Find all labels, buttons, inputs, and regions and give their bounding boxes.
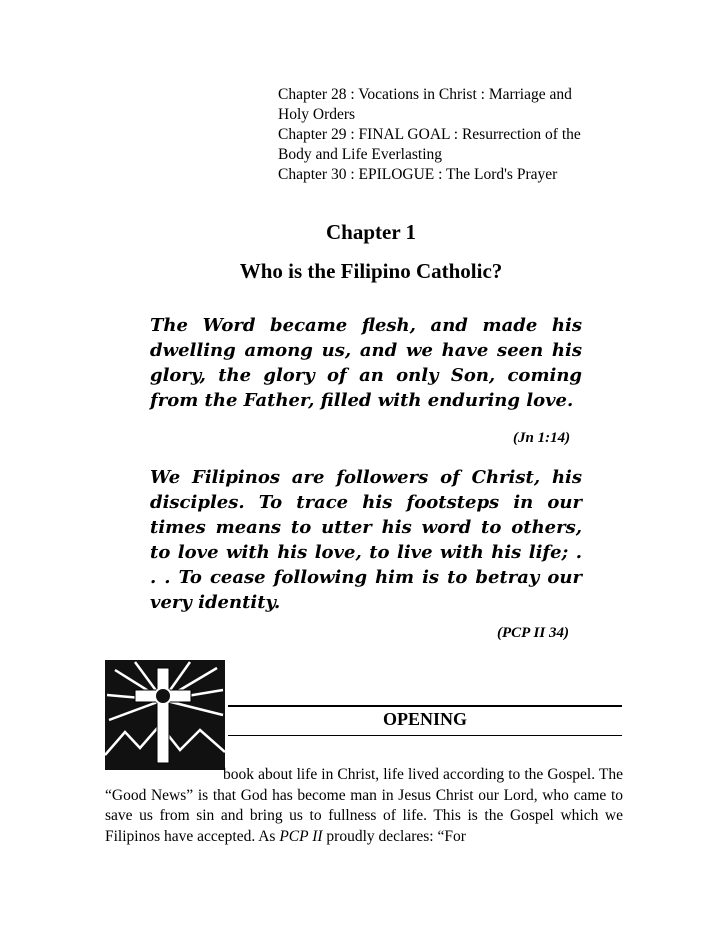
toc-line: Chapter 28 : Vocations in Christ : Marriage and <box>278 86 572 103</box>
table-of-contents <box>278 85 618 185</box>
section-rule-top <box>228 705 622 707</box>
quote-citation: (Jn 1:14) <box>513 430 571 446</box>
pcp-quote: We Filipinos are followers of Christ, his disciples. To trace his footsteps in our times means to utter his word to others, to love with his love, to live with his life; . . . To cease following him is to betray our very identity. <box>150 467 582 613</box>
scripture-quote: The Word became flesh, and made his dwelling among us, and we have seen his glory, the glory of an only Son, coming from the Father, filled with enduring love. <box>150 315 582 411</box>
section-rule-bottom <box>228 735 622 736</box>
paragraph-text: book about life in Christ, life lived according to the Gospel. The “Good News” is that God has become man in Jesus Christ our Lord, who came to save us from sin and bring us to fullness of life. This is the Gospel which we Filipinos have accepted. As <box>105 766 623 845</box>
paragraph-text-end: proudly declares: “For <box>322 827 466 845</box>
cross-sunburst-icon <box>105 660 225 770</box>
chapter-title: Who is the Filipino Catholic? <box>239 259 503 283</box>
toc-line: Holy Orders <box>278 106 356 123</box>
chapter-number: Chapter 1 <box>325 220 417 244</box>
toc-line: Body and Life Everlasting <box>278 146 442 163</box>
body-paragraph <box>105 765 623 847</box>
quote-citation: (PCP II 34) <box>497 625 569 641</box>
toc-line: Chapter 30 : EPILOGUE : The Lord's Prayer <box>278 166 558 183</box>
section-heading: OPENING <box>382 709 467 729</box>
paragraph-emphasis: PCP II <box>279 827 323 845</box>
toc-line: Chapter 29 : FINAL GOAL : Resurrection of the <box>278 126 581 143</box>
